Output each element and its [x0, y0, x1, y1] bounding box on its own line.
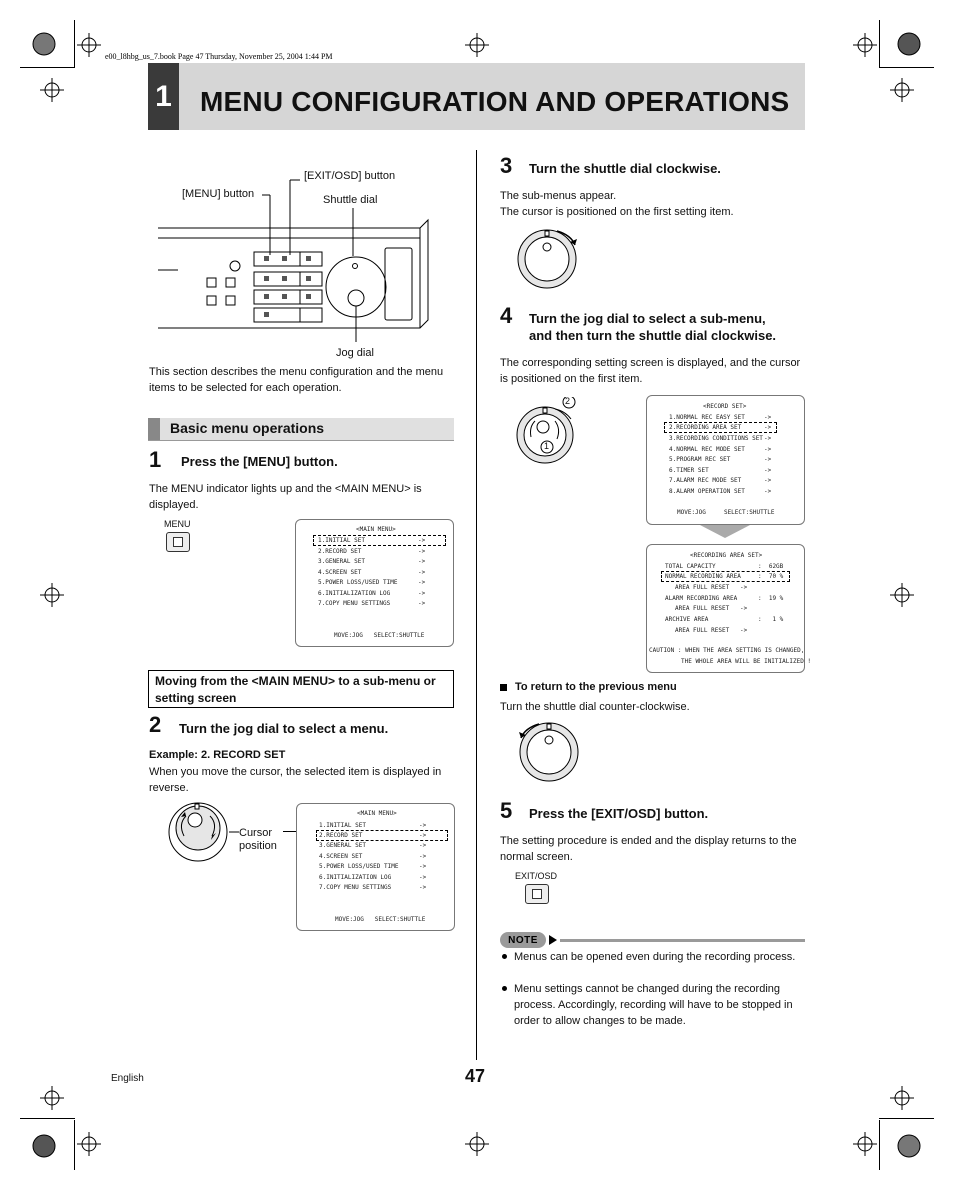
- menu-arrow: ->: [764, 446, 772, 453]
- full-reset-row: AREA FULL RESET ->: [675, 584, 748, 591]
- menu-arrow: ->: [419, 863, 427, 870]
- menu-item: 1.NORMAL REC EASY SET: [669, 414, 745, 421]
- recording-area-screen: [646, 544, 812, 673]
- menu-item: 2.RECORDING AREA SET: [669, 424, 742, 431]
- step-4-mark-2: 2: [565, 396, 571, 406]
- bullet-icon: [502, 986, 507, 991]
- note-arrow-icon: [549, 934, 559, 946]
- main-menu-screen-1: [295, 519, 454, 647]
- print-info-line: e00_l8hbg_us_7.book Page 47 Thursday, November 25, 2004 1:44 PM: [105, 52, 333, 61]
- return-body: Turn the shuttle dial counter-clockwise.: [500, 701, 690, 713]
- total-capacity-label: TOTAL CAPACITY: [665, 563, 716, 570]
- menu-item: 4.SCREEN SET: [319, 853, 363, 860]
- step-4-title-line-2: and then turn the shuttle dial clockwise.: [529, 328, 777, 343]
- screen-title: <RECORD SET>: [703, 403, 747, 410]
- menu-item: 7.COPY MENU SETTINGS: [319, 884, 392, 891]
- menu-arrow: ->: [764, 456, 772, 463]
- shuttle-dial-label: Shuttle dial: [323, 194, 378, 206]
- step-3-title: Turn the shuttle dial clockwise.: [529, 161, 721, 176]
- menu-item: 8.ALARM OPERATION SET: [669, 488, 745, 495]
- note-tag: NOTE: [500, 932, 546, 948]
- menu-arrow: ->: [418, 590, 426, 597]
- down-arrow-icon: [700, 523, 750, 539]
- step-5-number: 5: [500, 798, 513, 823]
- menu-arrow: ->: [419, 874, 427, 881]
- step-3-body-line-2: The cursor is positioned on the first setting item.: [500, 206, 734, 218]
- shuttle-dial-counter-clockwise-icon: [515, 718, 581, 784]
- menu-item: 5.POWER LOSS/USED TIME: [318, 579, 398, 586]
- cursor-caption-line-1: Cursor: [239, 827, 273, 839]
- menu-arrow: ->: [418, 558, 426, 565]
- column-divider: [476, 150, 477, 1060]
- jog-dial-label: Jog dial: [336, 347, 374, 359]
- cursor-caption-line-2: position: [239, 840, 277, 852]
- menu-arrow: ->: [764, 477, 772, 484]
- menu-arrow: ->: [418, 569, 426, 576]
- caution-line-2: THE WHOLE AREA WILL BE INITIALIZED !: [681, 658, 812, 665]
- menu-item: 6.INITIALIZATION LOG: [319, 874, 392, 881]
- screen-title: <MAIN MENU>: [357, 810, 397, 817]
- full-reset-row: AREA FULL RESET ->: [675, 605, 748, 612]
- step-2-body: When you move the cursor, the selected item is displayed in reverse.: [149, 766, 442, 794]
- step-2-number: 2: [149, 712, 162, 737]
- return-heading: To return to the previous menu: [515, 681, 677, 693]
- chapter-number: 1: [148, 63, 179, 130]
- exit-osd-button-icon: [525, 884, 549, 904]
- normal-area-value: : 70 %: [758, 573, 784, 580]
- step-4-title-line-1: Turn the jog dial to select a sub-menu,: [529, 311, 766, 326]
- note-item-2: Menu settings cannot be changed during the recording process. Accordingly, recording will have to be stopped in order to allow changes to be made.: [514, 983, 793, 1027]
- screen-title: <RECORDING AREA SET>: [690, 552, 763, 559]
- menu-arrow: ->: [419, 822, 427, 829]
- step-1-title: Press the [MENU] button.: [181, 454, 338, 469]
- intro-paragraph: This section describes the menu configuration and the menu items to be selected for each operation.: [149, 366, 444, 394]
- screen-footer: MOVE:JOG SELECT:SHUTTLE: [677, 509, 775, 516]
- menu-icon-caption: MENU: [164, 519, 191, 529]
- step-2-example: Example: 2. RECORD SET: [149, 749, 286, 761]
- archive-area-label: ARCHIVE AREA: [665, 616, 709, 623]
- menu-arrow: ->: [419, 832, 427, 839]
- menu-arrow: ->: [764, 488, 772, 495]
- menu-item: 6.TIMER SET: [669, 467, 709, 474]
- alarm-area-label: ALARM RECORDING AREA: [665, 595, 738, 602]
- step-1-number: 1: [149, 447, 162, 472]
- menu-item: 2.RECORD SET: [319, 832, 363, 839]
- page-number: 47: [465, 1066, 486, 1086]
- menu-arrow: ->: [419, 853, 427, 860]
- menu-arrow: ->: [418, 579, 426, 586]
- menu-arrow: ->: [418, 600, 426, 607]
- jog-dial-rotate-icon: [164, 802, 239, 862]
- menu-arrow: ->: [764, 424, 772, 431]
- menu-arrow: ->: [419, 884, 427, 891]
- menu-item: 4.SCREEN SET: [318, 569, 362, 576]
- menu-item: 2.RECORD SET: [318, 548, 362, 555]
- step-5-title: Press the [EXIT/OSD] button.: [529, 806, 709, 821]
- menu-item: 7.COPY MENU SETTINGS: [318, 600, 391, 607]
- main-menu-screen-2: [296, 803, 455, 931]
- total-capacity-value: : 62GB: [758, 563, 784, 570]
- screen-footer: MOVE:JOG SELECT:SHUTTLE: [334, 632, 425, 639]
- footer-language: English: [111, 1073, 144, 1084]
- menu-arrow: ->: [764, 414, 772, 421]
- menu-arrow: ->: [418, 548, 426, 555]
- menu-item: 1.INITIAL SET: [319, 822, 366, 829]
- section-heading-bar: [148, 418, 454, 441]
- page-title: MENU CONFIGURATION AND OPERATIONS: [200, 86, 790, 117]
- menu-item: 4.NORMAL REC MODE SET: [669, 446, 745, 453]
- jog-then-shuttle-icon: [515, 397, 585, 469]
- step-4-mark-1: 1: [544, 441, 550, 451]
- note-item-1: Menus can be opened even during the recording process.: [514, 951, 796, 963]
- menu-item: 5.POWER LOSS/USED TIME: [319, 863, 399, 870]
- bullet-icon: [502, 954, 507, 959]
- step-1-body: The MENU indicator lights up and the <MAIN MENU> is displayed.: [149, 483, 422, 511]
- menu-button-icon: [166, 532, 190, 552]
- exit-osd-icon-caption: EXIT/OSD: [515, 871, 558, 881]
- note-rule: [560, 939, 805, 942]
- menu-item: 6.INITIALIZATION LOG: [318, 590, 391, 597]
- menu-item: 7.ALARM REC MODE SET: [669, 477, 742, 484]
- step-3-number: 3: [500, 153, 513, 178]
- shuttle-dial-clockwise-icon: [515, 225, 581, 291]
- moving-callout-box: Moving from the <MAIN MENU> to a sub-menu or setting screen: [148, 670, 454, 708]
- screen-footer: MOVE:JOG SELECT:SHUTTLE: [335, 916, 426, 923]
- caution-line-1: CAUTION : WHEN THE AREA SETTING IS CHANGED,: [649, 647, 805, 654]
- menu-arrow: ->: [418, 537, 426, 544]
- menu-item: 3.GENERAL SET: [319, 842, 366, 849]
- menu-item: 1.INITIAL SET: [318, 537, 365, 544]
- step-5-body: The setting procedure is ended and the display returns to the normal screen.: [500, 835, 797, 863]
- normal-area-label: NORMAL RECORDING AREA: [665, 573, 741, 580]
- menu-button-label: [MENU] button: [182, 188, 255, 200]
- screen-title: <MAIN MENU>: [356, 526, 396, 533]
- step-3-body-line-1: The sub-menus appear.: [500, 190, 617, 202]
- menu-arrow: ->: [419, 842, 427, 849]
- step-4-number: 4: [500, 303, 513, 328]
- menu-arrow: ->: [764, 467, 772, 474]
- step-2-title: Turn the jog dial to select a menu.: [179, 721, 389, 736]
- square-bullet-icon: [500, 684, 507, 691]
- menu-arrow: ->: [764, 435, 772, 442]
- step-4-body: The corresponding setting screen is displayed, and the cursor is positioned on the first item.: [500, 357, 801, 385]
- alarm-area-value: : 19 %: [758, 595, 784, 602]
- record-set-screen: [646, 395, 805, 525]
- menu-item: 5.PROGRAM REC SET: [669, 456, 731, 463]
- full-reset-row: AREA FULL RESET ->: [675, 627, 748, 634]
- menu-item: 3.GENERAL SET: [318, 558, 365, 565]
- section-heading: Basic menu operations: [170, 420, 325, 436]
- section-heading-marker: [148, 418, 160, 440]
- archive-area-value: : 1 %: [758, 616, 784, 623]
- exit-osd-button-label: [EXIT/OSD] button: [304, 170, 396, 182]
- menu-item: 3.RECORDING CONDITIONS SET: [669, 435, 763, 442]
